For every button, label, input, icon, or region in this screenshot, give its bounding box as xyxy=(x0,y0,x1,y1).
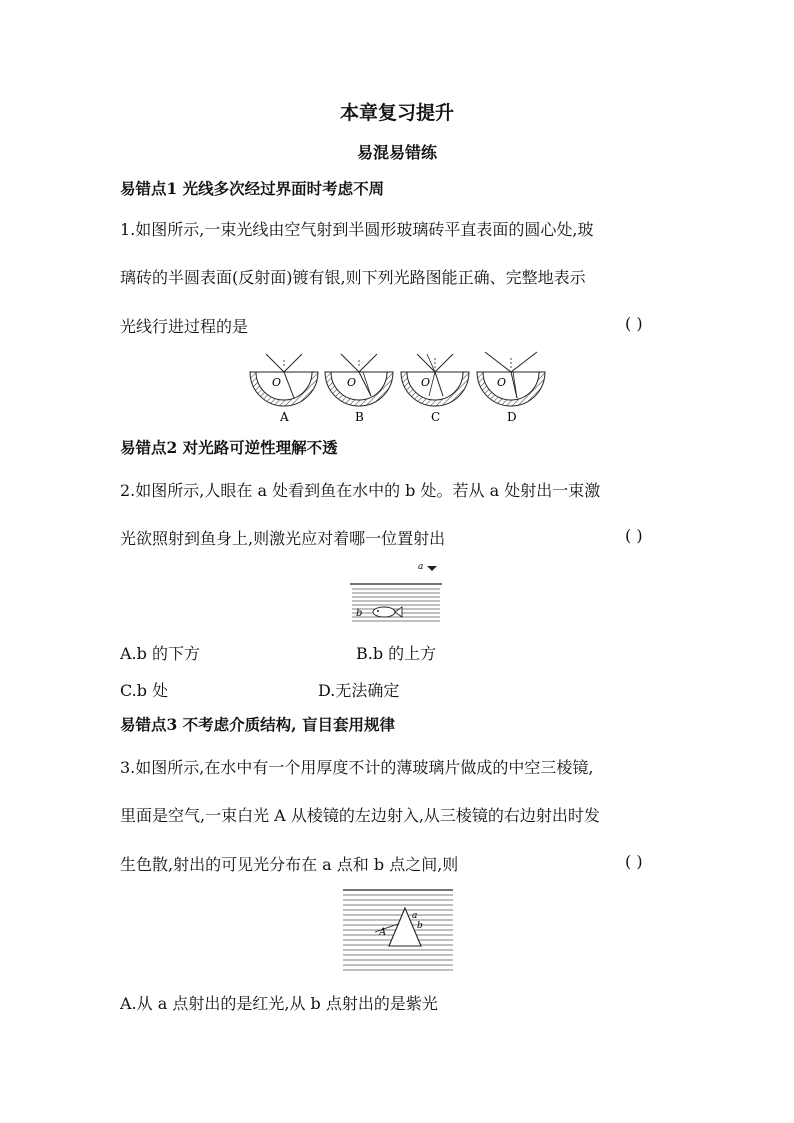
q3-option-a: A.从 a 点射出的是红光,从 b 点射出的是紫光 xyxy=(120,994,438,1013)
q3-line-1: 3.如图所示,在水中有一个用厚度不计的薄玻璃片做成的中空三棱镜, xyxy=(120,758,594,777)
q1-option-a-diagram xyxy=(250,354,318,424)
q1-center-label-b: O xyxy=(347,376,357,389)
q2-option-a: A.b 的下方 xyxy=(120,644,200,663)
section-heading-2: 易错点2 对光路可逆性理解不透 xyxy=(120,438,338,457)
q2-line-1: 2.如图所示,人眼在 a 处看到鱼在水中的 b 处。若从 a 处射出一束激 xyxy=(120,481,601,500)
page-subtitle: 易混易错练 xyxy=(356,143,437,162)
fish-icon xyxy=(373,607,402,617)
q1-line-1: 1.如图所示,一束光线由空气射到半圆形玻璃砖平直表面的圆心处,玻 xyxy=(120,220,594,239)
q2-line-2: 光欲照射到鱼身上,则激光应对着哪一位置射出 xyxy=(120,529,446,548)
q1-option-label-a: A xyxy=(280,410,289,424)
q1-figure xyxy=(245,350,555,428)
q1-center-label-c: O xyxy=(421,376,431,389)
q2-eye-label: a xyxy=(418,562,424,572)
q3-point-a-label: a xyxy=(412,911,418,921)
section-heading-1: 易错点1 光线多次经过界面时考虑不周 xyxy=(120,179,385,198)
q1-line-2: 璃砖的半圆表面(反射面)镀有银,则下列光路图能正确、完整地表示 xyxy=(120,268,586,287)
q3-point-b-label: b xyxy=(417,921,423,931)
q2-option-d: D.无法确定 xyxy=(318,681,400,700)
q3-beam-label: A xyxy=(379,927,387,938)
q2-figure xyxy=(348,560,444,628)
page-title: 本章复习提升 xyxy=(339,102,454,124)
q1-option-c-diagram xyxy=(401,354,469,424)
q2-answer-paren: ( ) xyxy=(625,526,643,545)
q2-option-b: B.b 的上方 xyxy=(356,644,437,663)
q1-answer-paren: ( ) xyxy=(625,314,643,333)
q1-center-label-a: O xyxy=(272,376,282,389)
q1-option-label-c: C xyxy=(431,410,441,424)
q3-line-3: 生色散,射出的可见光分布在 a 点和 b 点之间,则 xyxy=(120,855,459,874)
q1-center-label-d: O xyxy=(497,376,507,389)
section-heading-3: 易错点3 不考虑介质结构, 盲目套用规律 xyxy=(120,715,395,734)
q1-option-label-b: B xyxy=(355,410,364,424)
q3-figure xyxy=(343,888,453,972)
q2-option-c: C.b 处 xyxy=(120,681,169,700)
eye-icon xyxy=(427,566,437,571)
q1-option-label-d: D xyxy=(507,410,517,424)
q1-option-b-diagram xyxy=(325,354,393,424)
q2-fish-label: b xyxy=(356,608,363,619)
q1-option-d-diagram xyxy=(477,352,545,424)
q3-answer-paren: ( ) xyxy=(625,852,643,871)
q3-line-2: 里面是空气,一束白光 A 从棱镜的左边射入,从三棱镜的右边射出时发 xyxy=(120,806,600,825)
q1-line-3: 光线行进过程的是 xyxy=(120,317,249,336)
